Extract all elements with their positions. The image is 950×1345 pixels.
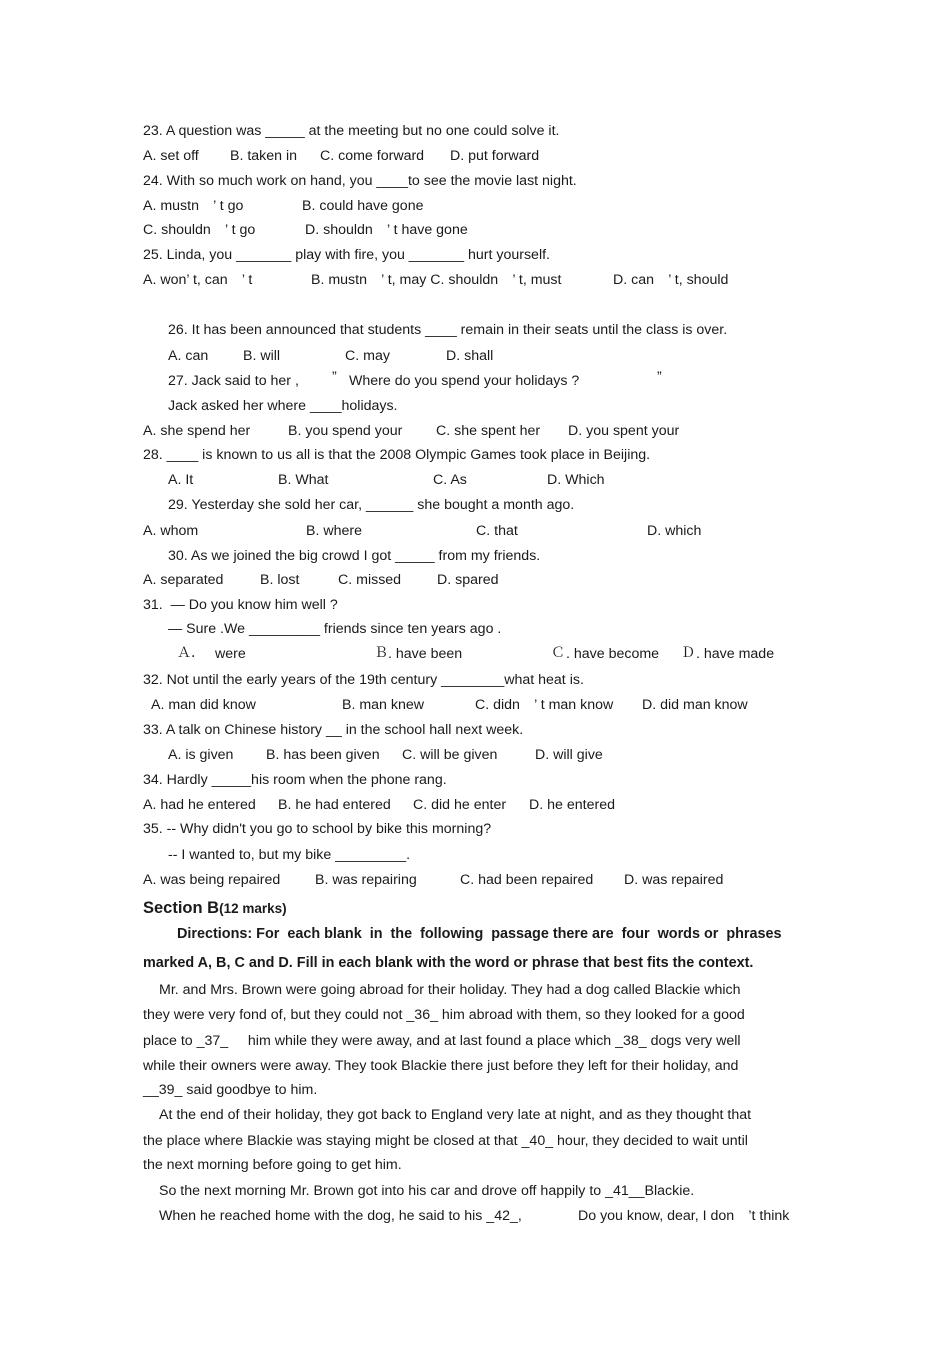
question-stem: 28. ____ is known to us all is that the 2008 Olympic Games took place in Beijing. bbox=[143, 447, 651, 463]
section-title bbox=[143, 897, 287, 920]
question-stem: 23. A question was _____ at the meeting but no one could solve it. bbox=[143, 123, 560, 139]
option: D. put forward bbox=[450, 148, 540, 164]
option: D. spared bbox=[437, 572, 499, 588]
option: B. has been given bbox=[266, 747, 380, 763]
option-letter: Ｂ bbox=[374, 645, 388, 661]
question-stem: 35. -- Why didn't you go to school by bike this morning? bbox=[143, 821, 492, 837]
option: A. whom bbox=[143, 523, 199, 539]
option: B. man knew bbox=[342, 697, 425, 713]
passage-line: Mr. and Mrs. Brown were going abroad for their holiday. They had a dog called Blackie which bbox=[159, 982, 741, 998]
option: C. may bbox=[345, 348, 390, 364]
option: C. that bbox=[476, 523, 518, 539]
option: B. will bbox=[243, 348, 281, 364]
option: C. will be given bbox=[402, 747, 498, 763]
question-stem: 24. With so much work on hand, you ____to see the movie last night. bbox=[143, 173, 577, 189]
question-stem-cont: -- I wanted to, but my bike _________. bbox=[168, 847, 411, 863]
option: . have become bbox=[566, 646, 660, 662]
option: B. What bbox=[278, 472, 329, 488]
option: D. was repaired bbox=[624, 872, 724, 888]
passage-line: they were very fond of, but they could not _36_ him abroad with them, so they looked for a good bbox=[143, 1007, 745, 1023]
option: B. lost bbox=[260, 572, 300, 588]
option-letter: Ａ． bbox=[177, 645, 205, 661]
option: A. she spend her bbox=[143, 423, 251, 439]
passage-line: Do you know, dear, I don ’t think bbox=[578, 1208, 790, 1224]
option: D. can ’ t, should bbox=[613, 272, 729, 288]
passage-line: place to _37_ him while they were away, and at last found a place which _38_ dogs very well bbox=[143, 1033, 741, 1049]
option: D. which bbox=[647, 523, 702, 539]
directions-line: marked A, B, C and D. Fill in each blank with the word or phrase that best fits the context. bbox=[143, 955, 754, 971]
option: A. had he entered bbox=[143, 797, 256, 813]
option: B. you spend your bbox=[288, 423, 403, 439]
option: C. had been repaired bbox=[460, 872, 594, 888]
section-title-text: Section B bbox=[143, 899, 220, 917]
option: D. will give bbox=[535, 747, 603, 763]
option: C. shouldn ’ t go bbox=[143, 222, 256, 238]
option: C. As bbox=[433, 472, 467, 488]
question-stem: 27. Jack said to her , bbox=[168, 373, 299, 389]
option: B. was repairing bbox=[315, 872, 417, 888]
question-stem: 32. Not until the early years of the 19th century ________what heat is. bbox=[143, 672, 584, 688]
option: were bbox=[215, 646, 246, 662]
question-stem: 31. — Do you know him well ? bbox=[143, 597, 338, 613]
passage-line: At the end of their holiday, they got back to England very late at night, and as they thought that bbox=[159, 1107, 752, 1123]
option: D. Which bbox=[547, 472, 605, 488]
option: B. taken in bbox=[230, 148, 298, 164]
option: B. could have gone bbox=[302, 198, 424, 214]
option: D. shouldn ’ t have gone bbox=[305, 222, 468, 238]
option: C. didn ’ t man know bbox=[475, 697, 614, 713]
option: B. he had entered bbox=[278, 797, 391, 813]
option: A. set off bbox=[143, 148, 199, 164]
question-stem: 25. Linda, you _______ play with fire, you _______ hurt yourself. bbox=[143, 247, 550, 263]
option: A. won’ t, can ’ t bbox=[143, 272, 253, 288]
passage-line: So the next morning Mr. Brown got into his car and drove off happily to _41__Blackie. bbox=[159, 1183, 695, 1199]
question-stem-cont: Jack asked her where ____holidays. bbox=[168, 398, 398, 414]
option: A. is given bbox=[168, 747, 234, 763]
section-marks: (12 marks) bbox=[219, 901, 287, 916]
option: A. man did know bbox=[151, 697, 256, 713]
quote-mark: ” bbox=[657, 369, 662, 385]
option: A. mustn ’ t go bbox=[143, 198, 244, 214]
question-stem: 30. As we joined the big crowd I got _____ from my friends. bbox=[168, 548, 541, 564]
question-quote: Where do you spend your holidays ? bbox=[349, 373, 580, 389]
option: C. come forward bbox=[320, 148, 425, 164]
question-stem: 26. It has been announced that students ____ remain in their seats until the class is over. bbox=[168, 322, 728, 338]
option: B. where bbox=[306, 523, 362, 539]
option: C. missed bbox=[338, 572, 402, 588]
option: A. can bbox=[168, 348, 209, 364]
option: D. shall bbox=[446, 348, 494, 364]
option: B. mustn ’ t, may C. shouldn ’ t, must bbox=[311, 272, 562, 288]
option: A. was being repaired bbox=[143, 872, 281, 888]
option: A. separated bbox=[143, 572, 224, 588]
passage-line: When he reached home with the dog, he said to his _42_, bbox=[159, 1208, 522, 1224]
question-stem: 34. Hardly _____his room when the phone rang. bbox=[143, 772, 447, 788]
passage-line: while their owners were away. They took Blackie there just before they left for their holiday, and bbox=[143, 1058, 739, 1074]
option: C. did he enter bbox=[413, 797, 507, 813]
option: C. she spent her bbox=[436, 423, 541, 439]
passage-line: the next morning before going to get him. bbox=[143, 1157, 402, 1173]
directions-line: Directions: For each blank in the following passage there are four words or phrases bbox=[177, 926, 782, 942]
option: D. you spent your bbox=[568, 423, 680, 439]
option: . have made bbox=[696, 646, 775, 662]
passage-line: the place where Blackie was staying might be closed at that _40_ hour, they decided to wait until bbox=[143, 1133, 748, 1149]
quote-mark: ” bbox=[332, 369, 337, 385]
option: . have been bbox=[388, 646, 463, 662]
option-letter: Ｄ bbox=[681, 645, 695, 661]
question-stem: 33. A talk on Chinese history __ in the school hall next week. bbox=[143, 722, 524, 738]
question-stem-cont: — Sure .We _________ friends since ten years ago . bbox=[168, 621, 502, 637]
passage-line: __39_ said goodbye to him. bbox=[143, 1082, 318, 1098]
question-stem: 29. Yesterday she sold her car, ______ she bought a month ago. bbox=[168, 497, 575, 513]
option-letter: Ｃ bbox=[551, 645, 565, 661]
option: D. he entered bbox=[529, 797, 615, 813]
option: A. It bbox=[168, 472, 194, 488]
option: D. did man know bbox=[642, 697, 748, 713]
